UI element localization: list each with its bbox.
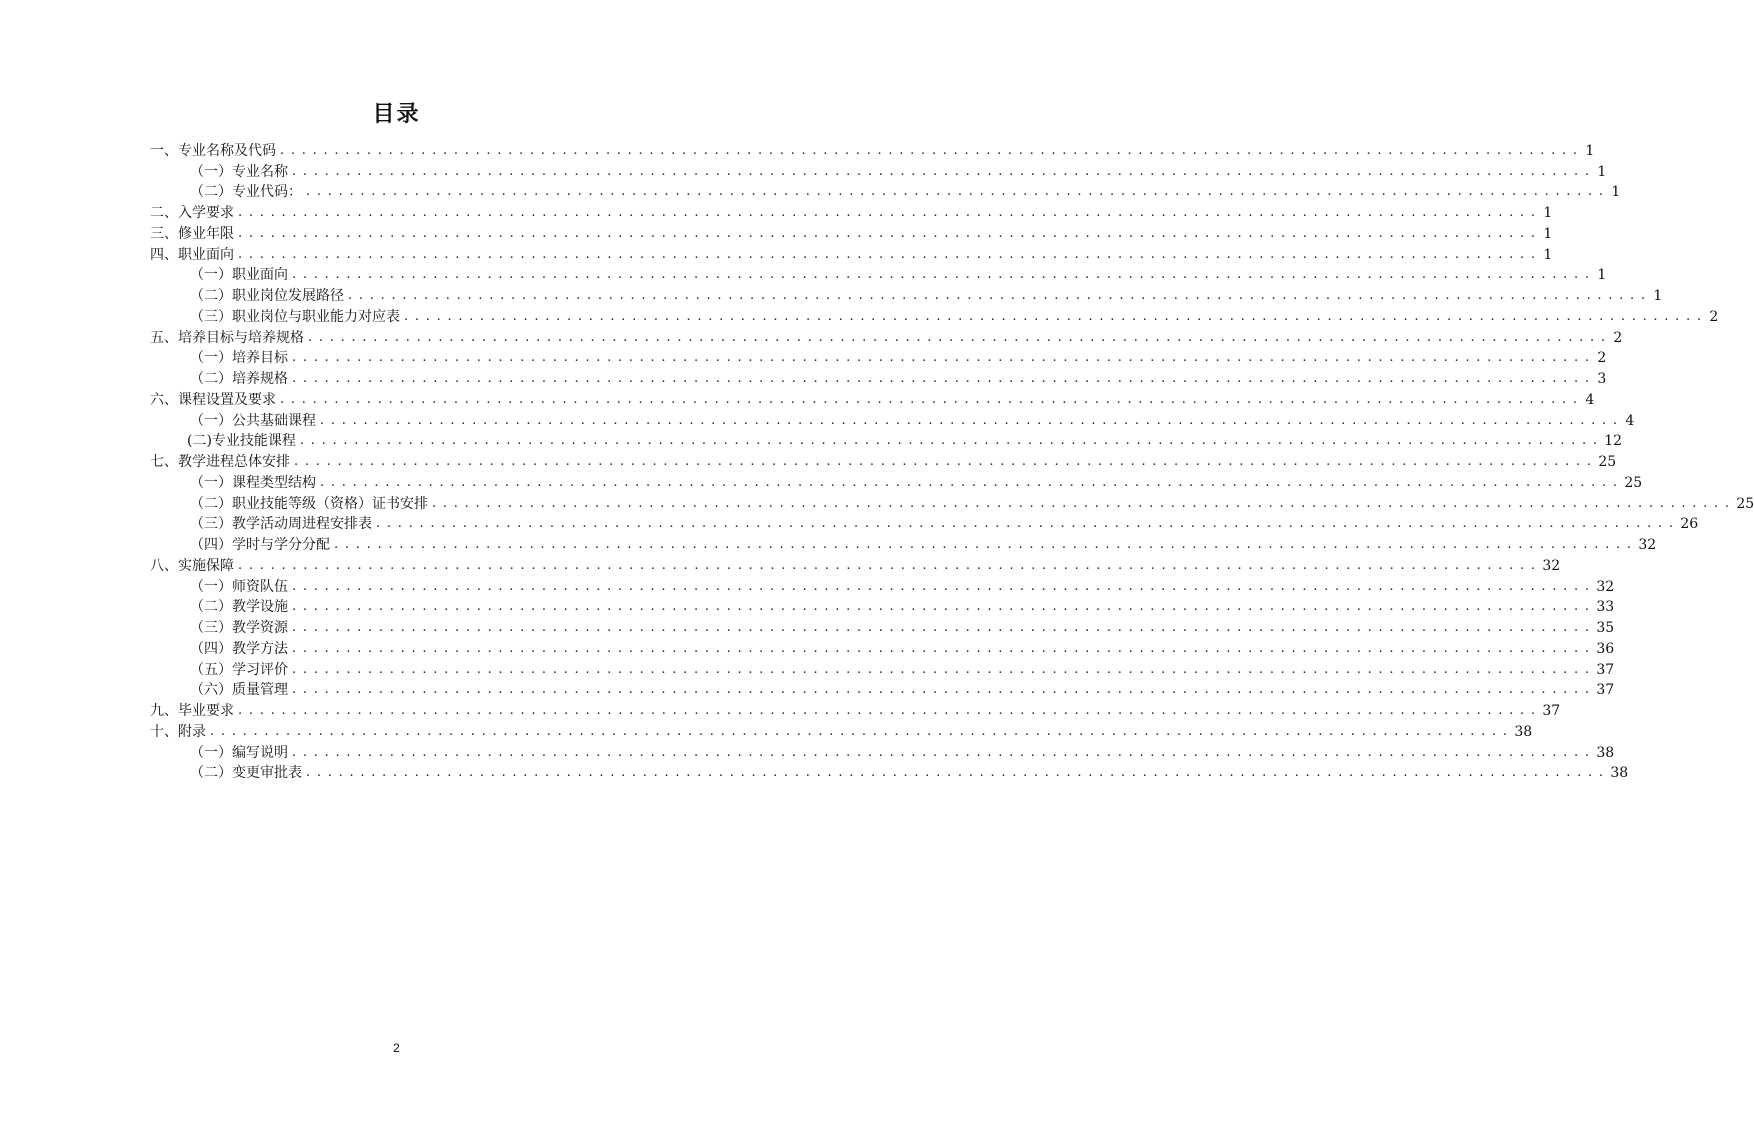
toc-entry[interactable]	[150, 388, 1595, 409]
toc-entry-page: 1	[1597, 163, 1607, 180]
toc-entry[interactable]	[150, 450, 1617, 471]
toc-entry[interactable]	[150, 679, 1615, 700]
toc-leader-dots: . . . . . . . . . . . . . . . . . . . . . . . . . . . . . . . . . . . . . . . . . . . . . . . . . . . . . . . . . . . . . . . . . . . . . . . . . . . . . . . . . . . . . . . . . . . . . . . . . . . . . . . . . . . . . . . . . . . . . . . .	[320, 412, 1619, 428]
toc-leader-dots: . . . . . . . . . . . . . . . . . . . . . . . . . . . . . . . . . . . . . . . . . . . . . . . . . . . . . . . . . . . . . . . . . . . . . . . . . . . . . . . . . . . . . . . . . . . . . . . . . . . . . . . . . . . . . . . . . . . . . . . .	[308, 329, 1607, 345]
toc-entry[interactable]	[150, 305, 1719, 326]
toc-entry-label: （二）教学设施	[190, 599, 288, 616]
toc-entry-page: 1	[1543, 246, 1553, 263]
toc-entry[interactable]	[150, 284, 1663, 305]
toc-entry[interactable]	[150, 616, 1615, 637]
toc-leader-dots: . . . . . . . . . . . . . . . . . . . . . . . . . . . . . . . . . . . . . . . . . . . . . . . . . . . . . . . . . . . . . . . . . . . . . . . . . . . . . . . . . . . . . . . . . . . . . . . . . . . . . . . . . . . . . . . . . . . . . . . .	[238, 703, 1537, 718]
toc-entry-page: 4	[1625, 412, 1635, 429]
toc-entry-page: 38	[1514, 723, 1533, 740]
toc-entry-page: 1	[1597, 267, 1607, 284]
toc-entry-page: 2	[1613, 329, 1623, 346]
toc-entry[interactable]	[150, 264, 1607, 285]
toc-entry-label: （一）师资队伍	[190, 578, 288, 595]
toc-entry-page: 37	[1596, 661, 1615, 678]
toc-entry[interactable]	[150, 409, 1635, 430]
page-title: 目录	[372, 102, 421, 127]
toc-entry[interactable]	[150, 699, 1561, 720]
toc-entry-page: 38	[1596, 744, 1615, 761]
toc-leader-dots: . . . . . . . . . . . . . . . . . . . . . . . . . . . . . . . . . . . . . . . . . . . . . . . . . . . . . . . . . . . . . . . . . . . . . . . . . . . . . . . . . . . . . . . . . . . . . . . . . . . . . . . . . . . . . . . . . . . . . . . .	[292, 682, 1591, 698]
toc-leader-dots: . . . . . . . . . . . . . . . . . . . . . . . . . . . . . . . . . . . . . . . . . . . . . . . . . . . . . . . . . . . . . . . . . . . . . . . . . . . . . . . . . . . . . . . . . . . . . . . . . . . . . . . . . . . . . . . . . . . . . . . .	[404, 308, 1703, 324]
toc-entry[interactable]	[150, 326, 1623, 347]
toc-leader-dots: . . . . . . . . . . . . . . . . . . . . . . . . . . . . . . . . . . . . . . . . . . . . . . . . . . . . . . . . . . . . . . . . . . . . . . . . . . . . . . . . . . . . . . . . . . . . . . . . . . . . . . . . . . . . . . . . . . . . . . . .	[376, 516, 1675, 532]
toc-entry[interactable]	[150, 201, 1553, 222]
toc-entry-page: 1	[1543, 205, 1553, 221]
toc-leader-dots: . . . . . . . . . . . . . . . . . . . . . . . . . . . . . . . . . . . . . . . . . . . . . . . . . . . . . . . . . . . . . . . . . . . . . . . . . . . . . . . . . . . . . . . . . . . . . . . . . . . . . . . . . . . . . . . . . . . . . . . .	[292, 640, 1591, 656]
toc-entry-page: 12	[1604, 433, 1623, 450]
toc-entry-label: （二）变更审批表	[190, 765, 302, 782]
toc-entry[interactable]	[150, 347, 1607, 368]
toc-entry-label: （三）教学资源	[190, 620, 288, 636]
toc-entry-page: 1	[1543, 225, 1553, 242]
toc-entry-page: 4	[1585, 391, 1595, 408]
toc-entry-page: 38	[1610, 765, 1629, 782]
toc-entry-label: （一）培养目标	[190, 350, 288, 367]
toc-entry[interactable]	[150, 139, 1595, 160]
toc-leader-dots: . . . . . . . . . . . . . . . . . . . . . . . . . . . . . . . . . . . . . . . . . . . . . . . . . . . . . . . . . . . . . . . . . . . . . . . . . . . . . . . . . . . . . . . . . . . . . . . . . . . . . . . . . . . . . . . . . . . . . . . .	[210, 723, 1509, 739]
toc-entry-label: （二）培养规格	[190, 371, 288, 387]
toc-leader-dots: . . . . . . . . . . . . . . . . . . . . . . . . . . . . . . . . . . . . . . . . . . . . . . . . . . . . . . . . . . . . . . . . . . . . . . . . . . . . . . . . . . . . . . . . . . . . . . . . . . . . . . . . . . . . . . . . . . . . . . . .	[292, 578, 1591, 594]
toc-entry-label: 六、课程设置及要求	[150, 391, 276, 408]
toc-leader-dots: . . . . . . . . . . . . . . . . . . . . . . . . . . . . . . . . . . . . . . . . . . . . . . . . . . . . . . . . . . . . . . . . . . . . . . . . . . . . . . . . . . . . . . . . . . . . . . . . . . . . . . . . . . . . . . . . . . . . . . . .	[292, 163, 1591, 179]
toc-leader-dots: . . . . . . . . . . . . . . . . . . . . . . . . . . . . . . . . . . . . . . . . . . . . . . . . . . . . . . . . . . . . . . . . . . . . . . . . . . . . . . . . . . . . . . . . . . . . . . . . . . . . . . . . . . . . . . . . . . . . . . . .	[238, 225, 1537, 241]
toc-leader-dots: . . . . . . . . . . . . . . . . . . . . . . . . . . . . . . . . . . . . . . . . . . . . . . . . . . . . . . . . . . . . . . . . . . . . . . . . . . . . . . . . . . . . . . . . . . . . . . . . . . . . . . . . . . . . . . . . . . . . . . . .	[306, 765, 1605, 781]
toc-entry-label: （一）编写说明	[190, 744, 288, 761]
toc-entry-label: （二）职业技能等级（资格）证书安排	[190, 495, 428, 512]
toc-entry[interactable]	[150, 430, 1623, 451]
toc-entry-page: 36	[1596, 640, 1615, 657]
toc-entry[interactable]	[150, 658, 1615, 679]
toc-entry[interactable]	[150, 762, 1629, 783]
toc-entry-page: 32	[1638, 537, 1657, 553]
toc-leader-dots: . . . . . . . . . . . . . . . . . . . . . . . . . . . . . . . . . . . . . . . . . . . . . . . . . . . . . . . . . . . . . . . . . . . . . . . . . . . . . . . . . . . . . . . . . . . . . . . . . . . . . . . . . . . . . . . . . . . . . . . .	[320, 474, 1619, 490]
toc-entry[interactable]	[150, 575, 1615, 596]
toc-entry-page: 1	[1585, 142, 1595, 159]
toc-entry[interactable]	[150, 554, 1561, 575]
toc-leader-dots: . . . . . . . . . . . . . . . . . . . . . . . . . . . . . . . . . . . . . . . . . . . . . . . . . . . . . . . . . . . . . . . . . . . . . . . . . . . . . . . . . . . . . . . . . . . . . . . . . . . . . . . . . . . . . . . . . . . . . . . .	[432, 495, 1731, 511]
toc-entry[interactable]	[150, 492, 1754, 513]
toc-entry-page: 37	[1542, 703, 1561, 719]
toc-leader-dots: . . . . . . . . . . . . . . . . . . . . . . . . . . . . . . . . . . . . . . . . . . . . . . . . . . . . . . . . . . . . . . . . . . . . . . . . . . . . . . . . . . . . . . . . . . . . . . . . . . . . . . . . . . . . . . . . . . . . . . . .	[280, 391, 1579, 407]
toc-leader-dots: . . . . . . . . . . . . . . . . . . . . . . . . . . . . . . . . . . . . . . . . . . . . . . . . . . . . . . . . . . . . . . . . . . . . . . . . . . . . . . . . . . . . . . . . . . . . . . . . . . . . . . . . . . . . . . . . . . . . . . . .	[280, 142, 1579, 158]
toc-entry-page: 26	[1680, 516, 1699, 533]
toc-leader-dots: . . . . . . . . . . . . . . . . . . . . . . . . . . . . . . . . . . . . . . . . . . . . . . . . . . . . . . . . . . . . . . . . . . . . . . . . . . . . . . . . . . . . . . . . . . . . . . . . . . . . . . . . . . . . . . . . . . . . . . . .	[292, 267, 1591, 283]
table-of-contents	[150, 139, 1754, 782]
toc-entry-page: 32	[1542, 557, 1561, 574]
toc-leader-dots: . . . . . . . . . . . . . . . . . . . . . . . . . . . . . . . . . . . . . . . . . . . . . . . . . . . . . . . . . . . . . . . . . . . . . . . . . . . . . . . . . . . . . . . . . . . . . . . . . . . . . . . . . . . . . . . . . . . . . . . .	[292, 371, 1591, 386]
toc-entry-page: 1	[1611, 184, 1621, 201]
toc-entry[interactable]	[150, 596, 1615, 617]
toc-entry[interactable]	[150, 367, 1607, 388]
toc-leader-dots: . . . . . . . . . . . . . . . . . . . . . . . . . . . . . . . . . . . . . . . . . . . . . . . . . . . . . . . . . . . . . . . . . . . . . . . . . . . . . . . . . . . . . . . . . . . . . . . . . . . . . . . . . . . . . . . . . . . . . . . .	[292, 350, 1591, 366]
toc-entry-label: （一）专业名称	[190, 163, 288, 180]
toc-leader-dots: . . . . . . . . . . . . . . . . . . . . . . . . . . . . . . . . . . . . . . . . . . . . . . . . . . . . . . . . . . . . . . . . . . . . . . . . . . . . . . . . . . . . . . . . . . . . . . . . . . . . . . . . . . . . . . . . . . . . . . . .	[334, 537, 1633, 552]
toc-leader-dots: . . . . . . . . . . . . . . . . . . . . . . . . . . . . . . . . . . . . . . . . . . . . . . . . . . . . . . . . . . . . . . . . . . . . . . . . . . . . . . . . . . . . . . . . . . . . . . . . . . . . . . . . . . . . . . . . . . . . . . . .	[238, 205, 1537, 220]
toc-entry-page: 35	[1596, 620, 1615, 636]
toc-entry-page: 3	[1597, 371, 1607, 387]
toc-entry[interactable]	[150, 181, 1621, 202]
toc-entry-label: （一）职业面向	[190, 267, 288, 284]
toc-leader-dots: . . . . . . . . . . . . . . . . . . . . . . . . . . . . . . . . . . . . . . . . . . . . . . . . . . . . . . . . . . . . . . . . . . . . . . . . . . . . . . . . . . . . . . . . . . . . . . . . . . . . . . . . . . . . . . . . . . . . . . . .	[292, 661, 1591, 677]
toc-entry-label: （二）专业代码：	[190, 184, 302, 201]
toc-entry[interactable]	[150, 471, 1643, 492]
toc-leader-dots: . . . . . . . . . . . . . . . . . . . . . . . . . . . . . . . . . . . . . . . . . . . . . . . . . . . . . . . . . . . . . . . . . . . . . . . . . . . . . . . . . . . . . . . . . . . . . . . . . . . . . . . . . . . . . . . . . . . . . . . .	[292, 599, 1591, 615]
toc-entry-page: 1	[1653, 288, 1663, 304]
toc-entry-label: 十、附录	[150, 723, 206, 740]
toc-entry[interactable]	[150, 513, 1699, 534]
toc-entry-label: 七、教学进程总体安排	[150, 454, 290, 470]
toc-entry-page: 25	[1736, 495, 1754, 512]
toc-entry-label: 八、实施保障	[150, 557, 234, 574]
toc-entry[interactable]	[150, 160, 1607, 181]
page-number: 2	[393, 1041, 400, 1055]
toc-entry[interactable]	[150, 222, 1553, 243]
toc-entry-label: （一）公共基础课程	[190, 412, 316, 429]
toc-entry[interactable]	[150, 637, 1615, 658]
toc-entry-label: （四）学时与学分分配	[190, 537, 330, 553]
toc-entry-label: 四、职业面向	[150, 246, 234, 263]
toc-entry-label: 五、培养目标与培养规格	[150, 329, 304, 346]
toc-leader-dots: . . . . . . . . . . . . . . . . . . . . . . . . . . . . . . . . . . . . . . . . . . . . . . . . . . . . . . . . . . . . . . . . . . . . . . . . . . . . . . . . . . . . . . . . . . . . . . . . . . . . . . . . . . . . . . . . . . . . . . . .	[238, 246, 1537, 262]
toc-entry[interactable]	[150, 243, 1553, 264]
toc-entry-label: （一）课程类型结构	[190, 474, 316, 491]
toc-entry-page: 32	[1596, 578, 1615, 595]
toc-leader-dots: . . . . . . . . . . . . . . . . . . . . . . . . . . . . . . . . . . . . . . . . . . . . . . . . . . . . . . . . . . . . . . . . . . . . . . . . . . . . . . . . . . . . . . . . . . . . . . . . . . . . . . . . . . . . . . . . . . . . . . . .	[294, 454, 1593, 469]
toc-entry-page: 25	[1598, 454, 1617, 470]
toc-entry-label: 三、修业年限	[150, 225, 234, 242]
toc-entry-label: （四）教学方法	[190, 640, 288, 657]
toc-entry-label: 九、毕业要求	[150, 703, 234, 719]
toc-entry-label: （三）职业岗位与职业能力对应表	[190, 308, 400, 325]
toc-leader-dots: . . . . . . . . . . . . . . . . . . . . . . . . . . . . . . . . . . . . . . . . . . . . . . . . . . . . . . . . . . . . . . . . . . . . . . . . . . . . . . . . . . . . . . . . . . . . . . . . . . . . . . . . . . . . . . . . . . . . . . . .	[292, 620, 1591, 635]
toc-entry-page: 33	[1596, 599, 1615, 616]
toc-entry-page: 2	[1597, 350, 1607, 367]
toc-entry-label: （三）教学活动周进程安排表	[190, 516, 372, 533]
toc-entry-label: 一、专业名称及代码	[150, 142, 276, 159]
toc-leader-dots: . . . . . . . . . . . . . . . . . . . . . . . . . . . . . . . . . . . . . . . . . . . . . . . . . . . . . . . . . . . . . . . . . . . . . . . . . . . . . . . . . . . . . . . . . . . . . . . . . . . . . . . . . . . . . . . . . . . . . . . .	[238, 557, 1537, 573]
toc-entry-label: (二)专业技能课程	[187, 433, 296, 450]
toc-leader-dots: . . . . . . . . . . . . . . . . . . . . . . . . . . . . . . . . . . . . . . . . . . . . . . . . . . . . . . . . . . . . . . . . . . . . . . . . . . . . . . . . . . . . . . . . . . . . . . . . . . . . . . . . . . . . . . . . . . . . . . . .	[299, 433, 1599, 449]
toc-leader-dots: . . . . . . . . . . . . . . . . . . . . . . . . . . . . . . . . . . . . . . . . . . . . . . . . . . . . . . . . . . . . . . . . . . . . . . . . . . . . . . . . . . . . . . . . . . . . . . . . . . . . . . . . . . . . . . . . . . . . . . . .	[292, 744, 1591, 760]
toc-entry-page: 25	[1624, 474, 1643, 491]
toc-leader-dots: . . . . . . . . . . . . . . . . . . . . . . . . . . . . . . . . . . . . . . . . . . . . . . . . . . . . . . . . . . . . . . . . . . . . . . . . . . . . . . . . . . . . . . . . . . . . . . . . . . . . . . . . . . . . . . . . . . . . . . . .	[348, 288, 1647, 303]
toc-entry[interactable]	[150, 720, 1533, 741]
toc-entry[interactable]	[150, 533, 1657, 554]
toc-entry-label: （六）质量管理	[190, 682, 288, 699]
toc-entry[interactable]	[150, 741, 1615, 762]
toc-entry-label: （五）学习评价	[190, 661, 288, 678]
toc-entry-label: 二、入学要求	[150, 205, 234, 221]
toc-entry-label: （二）职业岗位发展路径	[190, 288, 344, 304]
toc-entry-page: 2	[1709, 308, 1719, 325]
toc-entry-page: 37	[1596, 682, 1615, 699]
toc-leader-dots: . . . . . . . . . . . . . . . . . . . . . . . . . . . . . . . . . . . . . . . . . . . . . . . . . . . . . . . . . . . . . . . . . . . . . . . . . . . . . . . . . . . . . . . . . . . . . . . . . . . . . . . . . . . . . . . . . . . . . . . .	[306, 184, 1605, 200]
